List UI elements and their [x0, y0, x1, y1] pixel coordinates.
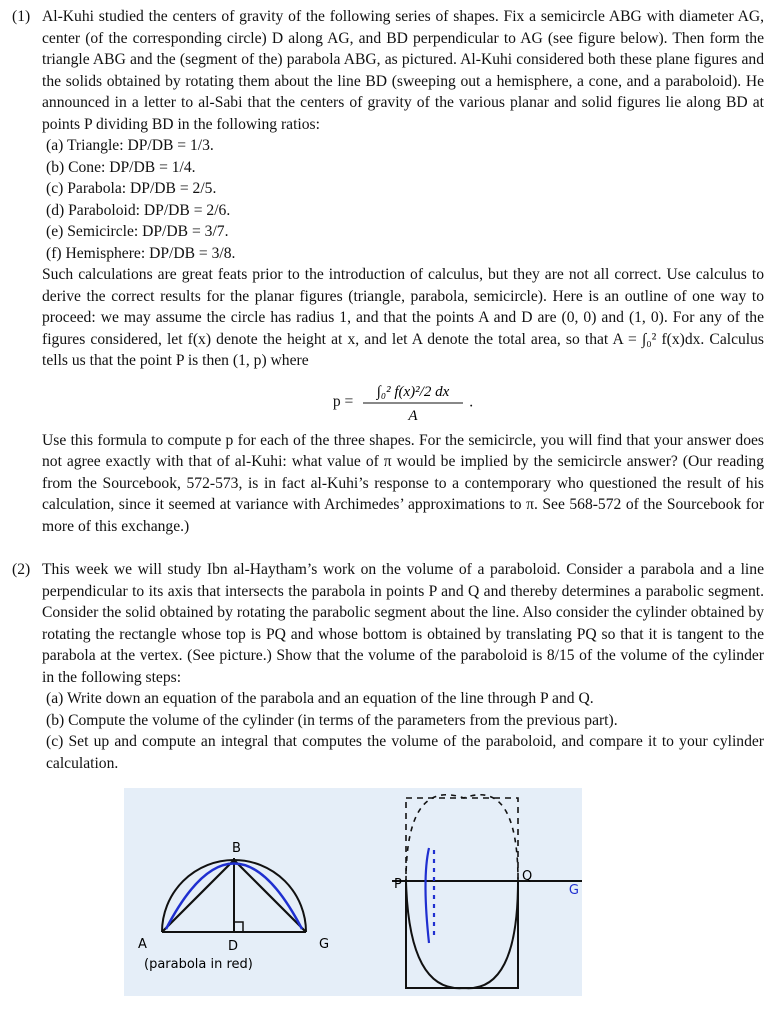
right-angle-mark — [234, 922, 243, 932]
step-item — [46, 710, 764, 732]
parabola-lower — [406, 881, 518, 988]
formula-denominator: A — [408, 407, 418, 424]
cylinder-lower-outline — [406, 881, 518, 988]
paraboloid-figure — [392, 795, 582, 988]
semicircle-figure — [162, 858, 306, 932]
step-text: Compute the volume of the cylinder (in terms of the parameters from the previous part). — [68, 711, 618, 729]
ratio-label: (b) — [46, 158, 65, 176]
ratio-text: Parabola: DP/DB = 2/5. — [67, 180, 217, 197]
problem-1-middle: Such calculations are great feats prior to the introduction of calculus, but they are not all correct. Use calculus to derive the correct results for the planar figures (triangle, parabola, semicircle). Here is an outline of one way to proceed: we may assume the circle has radius 1, and that the points A and D are (0, 0) and (1, 0). For any of the figures considered, let f(x) denote the height at x, and let A denote the total area, so that A = ∫₀² f(x)dx. Calculus tells us that the point P is then (1, p) where — [42, 266, 764, 369]
problem-1-outro: Use this formula to compute p for each of the three shapes. For the semicircle, you will find that your answer does not agree exactly with that of al-Kuhi: what value of π would be implied by the semicircle answer? (Our reading from the Sourcebook, 572-573, is in fact al-Kuhi’s response to a contemporary who questioned the result of his calculation, since it seemed at variance with Archimedes’ approximations to π. See 568-572 of the Sourcebook for more of this exchange.) — [42, 431, 764, 535]
ratio-text: Triangle: DP/DB = 1/3. — [66, 137, 214, 154]
ratio-label: (e) — [46, 223, 64, 240]
centroid-formula — [42, 372, 764, 430]
step-list — [46, 688, 764, 774]
label-d: D — [228, 939, 239, 954]
step-label: (a) — [46, 690, 64, 707]
formula-lhs: p = — [332, 393, 354, 411]
problem-1-intro: Al-Kuhi studied the centers of gravity of the following series of shapes. Fix a semicircle ABG with diameter AG, center (of the corresponding circle) D along AG, and BD perpendicular to AG (see figure below). Then form the triangle ABG and the (segment of the) parabola ABG, as pictured. Al-Kuhi considered both these plane figures and the solids obtained by rotating them about the line BD (sweeping out a hemisphere, a cone, and a paraboloid). He announced in a letter to al-Sabi that the centers of gravity of the various planar and solid figures lie along BD at points P dividing BD in the following ratios: — [42, 8, 764, 133]
ratio-label: (d) — [46, 201, 65, 219]
hand-drawn-figure — [124, 788, 582, 996]
ratio-text: Paraboloid: DP/DB = 2/6. — [68, 201, 231, 219]
step-text: Write down an equation of the parabola and an equation of the line through P and Q. — [66, 690, 594, 707]
ratio-text: Hemisphere: DP/DB = 3/8. — [65, 244, 236, 262]
ratio-text: Semicircle: DP/DB = 3/7. — [67, 223, 229, 240]
label-b: B — [232, 841, 241, 856]
formula-fraction: ∫₀² f(x)²/2 dx A . — [357, 378, 473, 428]
label-g: G — [319, 937, 330, 952]
ratio-item — [46, 157, 764, 179]
ratio-item — [46, 135, 764, 157]
ratio-item — [46, 221, 764, 243]
problem-2-intro: This week we will study Ibn al-Haytham’s work on the volume of a paraboloid. Consider a parabola and a line perpendicular to its axis that intersects the parabola in points P and Q and thereby determines a parabolic segment. Consider the solid obtained by rotating the parabolic segment about the line. Also consider the cylinder obtained by rotating the rectangle whose top is PQ and whose bottom is obtained by translating PQ so that it is tangent to the parabola at the vertex. (See picture.) Show that the volume of the paraboloid is 8/15 of the volume of the cylinder in the following steps: — [42, 561, 764, 686]
step-label: (b) — [46, 711, 65, 729]
problem-2 — [12, 559, 764, 774]
fraction-svg — [357, 378, 469, 428]
ratio-item — [46, 243, 764, 265]
label-p: P — [394, 877, 402, 892]
ratio-item — [46, 200, 764, 222]
parabola-rotated-dashed — [406, 795, 518, 881]
ratio-text: Cone: DP/DB = 1/4. — [68, 158, 196, 176]
problem-2-number: (2) — [12, 561, 31, 578]
blue-arc — [426, 848, 430, 943]
step-item — [46, 688, 764, 710]
label-a: A — [138, 937, 147, 952]
label-g-right: G — [568, 883, 579, 898]
figure-caption: (parabola in red) — [144, 957, 253, 972]
ratio-list — [46, 135, 764, 264]
ratio-label: (f) — [46, 244, 62, 262]
cylinder-dashed-outline — [406, 798, 518, 988]
step-label: (c) — [46, 733, 64, 750]
problem-1 — [12, 6, 764, 537]
step-text: Set up and compute an integral that computes the volume of the paraboloid, and compare it to your cylinder calculation. — [46, 733, 764, 772]
figure-svg — [124, 788, 582, 996]
ratio-label: (c) — [46, 180, 64, 197]
formula-numerator: ∫₀² f(x)²/2 dx — [377, 383, 450, 400]
step-item — [46, 731, 764, 774]
ratio-item — [46, 178, 764, 200]
problem-1-number: (1) — [12, 8, 31, 25]
label-q: Q — [522, 869, 533, 884]
problem-1-middle-block — [42, 264, 764, 537]
ratio-label: (a) — [46, 137, 64, 154]
